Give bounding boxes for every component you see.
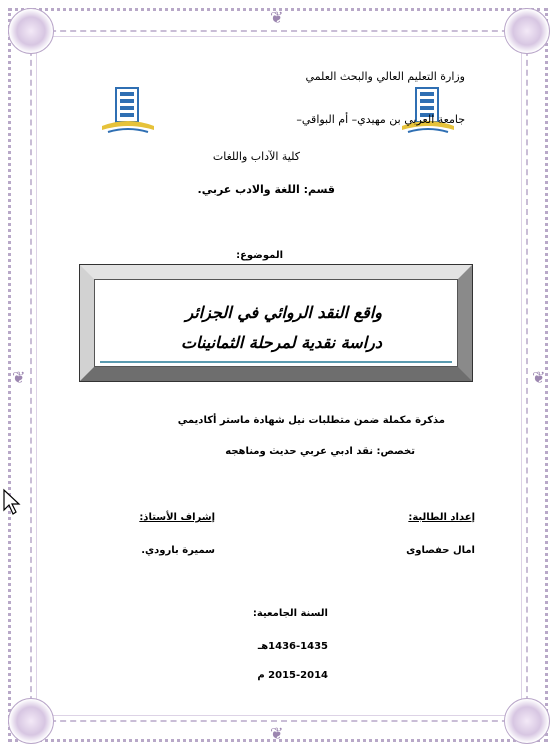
corner-ornament-bottom-right — [504, 698, 550, 744]
ministry-name: وزارة التعليم العالي والبحث العلمي — [305, 70, 465, 83]
mouse-pointer-icon — [2, 488, 22, 516]
flourish-bottom-icon: ❦ — [270, 724, 284, 743]
faculty-name: كلية الآداب واللغات — [212, 150, 300, 163]
thesis-title-line1: واقع النقد الروائي في الجزائر — [185, 303, 382, 322]
flourish-left-icon: ❦ — [12, 368, 26, 387]
corner-ornament-top-left — [8, 8, 54, 54]
university-logo-right — [398, 82, 458, 140]
department-name: قسم: اللغة والادب عربي. — [197, 183, 335, 196]
subject-label: الموضوع: — [236, 250, 283, 261]
flourish-right-icon: ❦ — [532, 368, 546, 387]
corner-ornament-bottom-left — [8, 698, 54, 744]
university-logo-left — [98, 82, 158, 140]
supervisor-label: إشراف الأستاذ: — [139, 512, 215, 523]
flourish-top-icon: ❦ — [270, 8, 284, 27]
student-name: امال حفصاوى — [406, 545, 475, 556]
prepared-by-label: إعداد الطالبة: — [408, 512, 475, 523]
academic-year-gregorian: 2015-2014 م — [257, 670, 328, 681]
thesis-title-line2: دراسة نقدية لمرحلة الثمانينات — [180, 333, 382, 352]
university-name: جامعة العربي بن مهيدي– أم البواقي– — [296, 113, 465, 126]
title-panel — [94, 279, 458, 367]
title-box — [80, 265, 472, 381]
academic-year-label: السنة الجامعية: — [252, 608, 328, 619]
specialization: تخصص: نقد ادبي عربي حديث ومناهجه — [225, 446, 415, 457]
title-underline — [100, 361, 452, 363]
supervisor-name: سميرة بارودي. — [141, 545, 215, 556]
memo-statement: مذكرة مكملة ضمن متطلبات نيل شهادة ماستر أكاديمي — [177, 415, 445, 426]
academic-year-hijri: 1436-1435هـ — [257, 641, 328, 652]
corner-ornament-top-right — [504, 8, 550, 54]
